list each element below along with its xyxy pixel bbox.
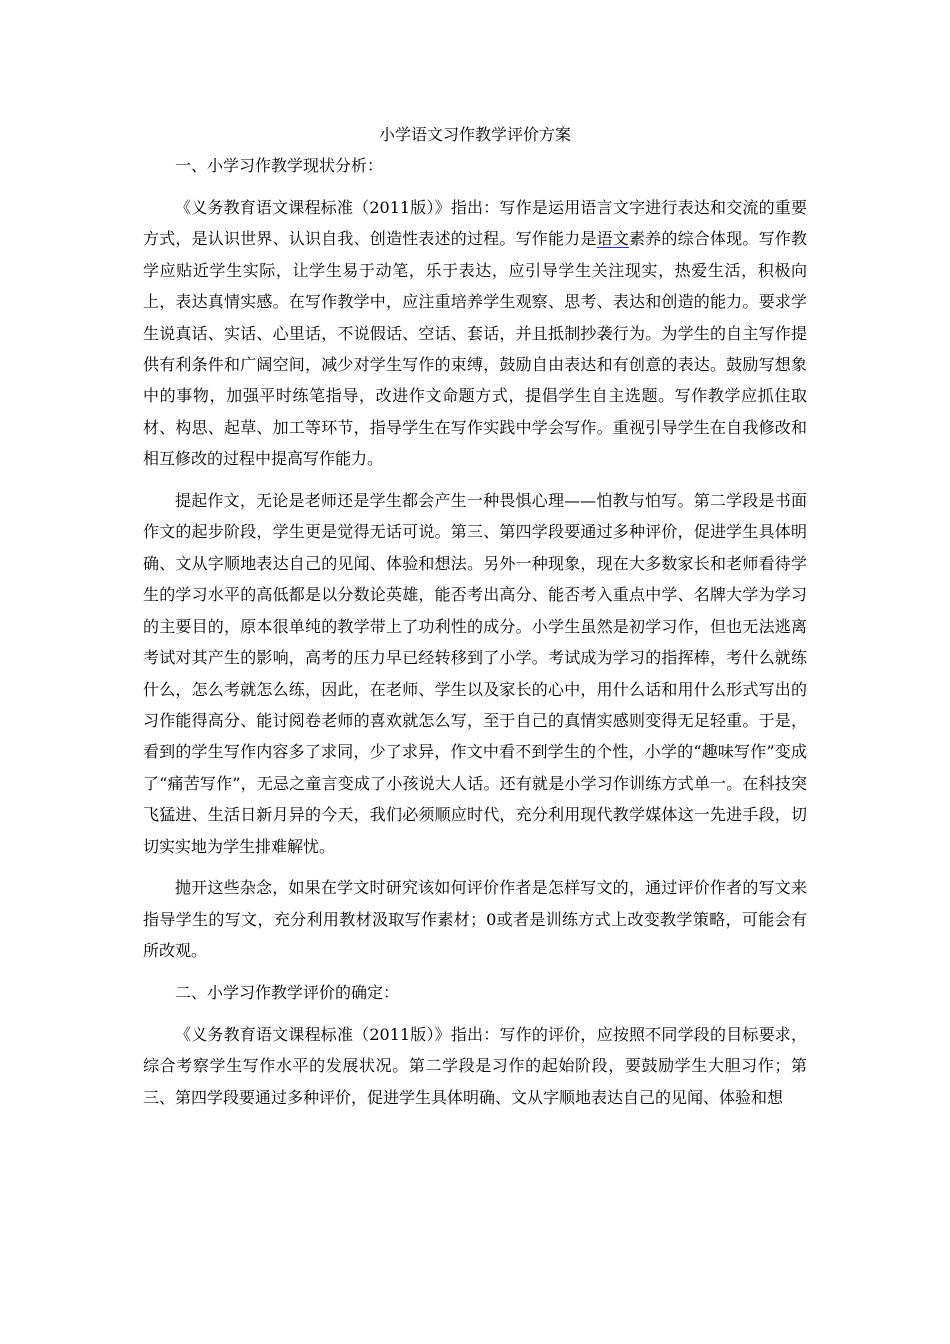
paragraph-2: 提起作文，无论是老师还是学生都会产生一种畏惧心理——怕教与怕写。第二学段是书面作文的起步阶段，学生更是觉得无话可说。第三、第四学段要通过多种评价，促进学生具体明确、文从字顺地表达自己的见闻、体验和想法。另外一种现象，现在大多数家长和老师看待学生的学习水平的高低都是以分数论英雄，能否考出高分、能否考入重点中学、名牌大学为学习的主要目的，原本很单纯的教学带上了功利性的成分。小学生虽然是初学习作，但也无法逃离考试对其产生的影响，高考的压力早已经转移到了小学。考试成为学习的指挥棒，考什么就练什么，怎么考就怎么练，因此，在老师、学生以及家长的心中，用什么话和用什么形式写出的习作能得高分、能讨阅卷老师的喜欢就怎么写，至于自己的真情实感则变得无足轻重。于是，看到的学生写作内容多了求同，少了求异，作文中看不到学生的个性，小学的“趣味写作”变成了“痛苦写作”，无忌之童言变成了小孩说大人话。还有就是小学习作训练方式单一。在科技突飞猛进、生活日新月异的今天，我们必须顺应时代，充分利用现代教学媒体这一先进手段，切切实实地为学生排难解忧。 [143,491,807,856]
paragraph-4: 《义务教育语文课程标准（2011版）》指出：写作的评价，应按照不同学段的目标要求，综合考察学生写作水平的发展状况。第二学段是习作的起始阶段，要鼓励学生大胆习作；第三、第四学段要通过多种评价，促进学生具体明确、文从字顺地表达自己的见闻、体验和想 [143,1025,807,1107]
paragraph-3: 抛开这些杂念，如果在学文时研究该如何评价作者是怎样写文的，通过评价作者的写文来指导学生的写文，充分利用教材汲取写作素材；0或者是训练方式上改变教学策略，可能会有所改观。 [143,878,807,961]
paragraph-1-text-a: 《义务教育语文课程标准（2011版）》指出：写作是运用语言文字进行表达和交流的重要方式，是认识世界、认识自我、创造性表述的过程。写作能力是 [143,197,807,249]
yuwen-link[interactable]: 语文 [596,229,629,249]
paragraph-1-text-b: 素养的综合体现。写作教学应贴近学生实际，让学生易于动笔，乐于表达，应引导学生关注现实，热爱生活，积极向上，表达真情实感。在写作教学中，应注重培养学生观察、思考、表达和创造的能力。要求学生说真话、实话、心里话，不说假话、空话、套话，并且抵制抄袭行为。为学生的自主写作提供有利条件和广阔空间，减少对学生写作的束缚，鼓励自由表达和有创意的表达。鼓励写想象中的事物，加强平时练笔指导，改进作文命题方式，提倡学生自主选题。写作教学应抓住取材、构思、起草、加工等环节，指导学生在写作实践中学会写作。重视引导学生在自我修改和相互修改的过程中提高写作能力。 [143,229,807,469]
section-heading-1: 一、小学习作教学现状分析： [175,156,384,175]
paragraph-1 [143,192,807,475]
document-title: 小学语文习作教学评价方案 [378,125,571,144]
document-body [143,120,807,1124]
section-heading-2: 二、小学习作教学评价的确定： [175,983,400,1003]
